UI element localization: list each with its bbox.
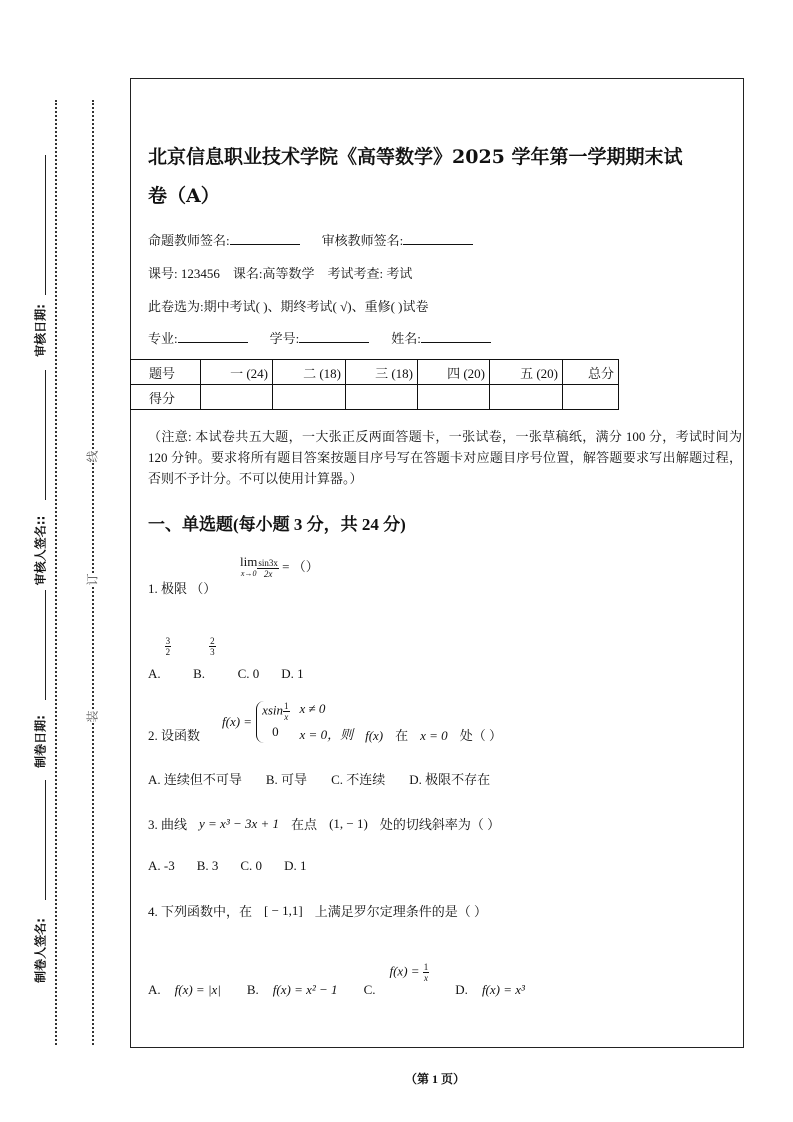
q3-option-b[interactable]: B. 3 — [196, 858, 219, 873]
q1-lim: lim — [240, 554, 258, 570]
q1-a-den: 2 — [165, 647, 171, 657]
q2-case2: 0 — [272, 724, 279, 739]
score-table-score-row — [131, 385, 619, 410]
setter-signature-label: 命题教师签名: — [148, 233, 230, 248]
q2-options — [148, 769, 502, 788]
student-info-row — [148, 328, 491, 347]
q2-fx-ref: f(x) — [365, 728, 384, 743]
q4-c-num: 1 — [423, 962, 429, 972]
q1-den: 2x — [263, 568, 273, 579]
q1-option-d[interactable]: D. 1 — [281, 666, 304, 681]
make-date-label: 制卷日期: — [33, 715, 48, 768]
q3-mid: 在点 — [291, 817, 318, 832]
score-cell[interactable] — [563, 385, 619, 410]
q3-formula: y = x³ − 3x + 1 — [199, 815, 280, 831]
exam-instructions: （注意: 本试卷共五大题，一大张正反两面答题卡，一张试卷，一张草稿纸，满分 100 分，考试时间为 120 分钟。要求将所有题目答案按题目序号写在答题卡对应题目序号位置，解答题要求写出解题过程，否则不予计分。不可以使用计算器。） — [148, 429, 742, 486]
q1-formula — [240, 556, 319, 580]
binding-char-zhuang: 装 — [85, 710, 100, 723]
q2-case2-cond: x = 0，则 — [299, 727, 354, 742]
score-cell[interactable] — [418, 385, 490, 410]
q4-option-d[interactable]: D. — [455, 982, 468, 997]
q1-stem: 1. 极限 （） — [148, 581, 217, 596]
q1-b-num: 2 — [210, 636, 215, 646]
q2-x0: x = 0 — [420, 728, 448, 743]
reviewer-signature-label: 审核教师签名: — [321, 233, 404, 248]
score-row-label: 得分 — [131, 385, 201, 410]
signature-line — [45, 590, 46, 700]
q3-line — [148, 814, 512, 833]
q2-option-d[interactable]: D. 极限不存在 — [409, 772, 491, 787]
signature-row — [148, 230, 473, 249]
name-label: 姓名: — [391, 331, 421, 346]
course-info: 课号: 123456 课名:高等数学 考试考查: 考试 — [148, 266, 413, 281]
section-1-title: 一、单选题(每小题 3 分，共 24 分) — [148, 515, 406, 534]
q4-line — [148, 901, 499, 920]
q1-num: sin3x — [258, 557, 278, 568]
major-label: 专业: — [148, 331, 178, 346]
q1-options — [148, 636, 316, 682]
binding-char-ding: 订 — [85, 573, 100, 586]
signature-line — [45, 370, 46, 500]
q1-option-a-value — [165, 636, 172, 657]
q2-line — [148, 700, 514, 744]
reviewer-signature-label: 审核人签名:: — [33, 515, 48, 586]
q1-a-num: 3 — [165, 636, 171, 646]
binding-char-xian: 线 — [85, 450, 100, 463]
q3-point: (1, − 1) — [329, 815, 368, 831]
setter-signature-field[interactable] — [230, 232, 300, 245]
score-header-cell: 五 (20) — [490, 360, 563, 385]
q3-options — [148, 858, 318, 874]
score-cell[interactable] — [273, 385, 346, 410]
name-field[interactable] — [421, 330, 491, 343]
q2-option-b[interactable]: B. 可导 — [265, 772, 308, 787]
q1-b-den: 3 — [210, 647, 215, 657]
q1-tail: = （） — [282, 559, 319, 574]
q2-case1-den: x — [284, 712, 289, 722]
q1-option-a[interactable]: A. — [148, 666, 161, 681]
q2-piecewise — [256, 701, 353, 743]
q4-option-c[interactable]: C. — [363, 982, 376, 997]
q2-case1-cond: x ≠ 0 — [299, 701, 326, 716]
maker-signature-label: 制卷人签名: — [33, 918, 48, 983]
score-header-cell: 总分 — [563, 360, 619, 385]
reviewer-signature-field[interactable] — [403, 232, 473, 245]
q3-tail: 处的切线斜率为（ ） — [379, 817, 501, 832]
q2-tail: 处（ ） — [459, 728, 502, 743]
q2-option-a[interactable]: A. 连续但不可导 — [148, 772, 242, 787]
q3-option-d[interactable]: D. 1 — [284, 858, 307, 873]
score-cell[interactable] — [346, 385, 418, 410]
q4-option-b[interactable]: B. — [246, 982, 259, 997]
student-id-label: 学号: — [269, 331, 300, 346]
q2-case1-expr: xsin — [262, 702, 284, 718]
q4-option-d-formula: f(x) = x³ — [481, 982, 525, 997]
q2-at: 在 — [395, 728, 409, 743]
major-field[interactable] — [178, 330, 248, 343]
q4-option-c-formula — [389, 962, 429, 983]
q2-case1-num: 1 — [284, 701, 289, 711]
q1-option-b[interactable]: B. — [193, 666, 206, 681]
q3-option-a[interactable]: A. -3 — [148, 858, 175, 873]
q4-interval: [ − 1,1] — [264, 902, 303, 918]
q2-fx: f(x) = — [222, 714, 253, 729]
score-header-cell: 题号 — [131, 360, 201, 385]
score-header-cell: 三 (18) — [346, 360, 418, 385]
exam-title-line1: 北京信息职业技术学院《高等数学》2025 学年第一学期期末试 — [148, 146, 683, 168]
q1-option-c[interactable]: C. 0 — [237, 666, 260, 681]
q1-lim-sub: x→0 — [240, 569, 257, 579]
paper-type: 此卷选为:期中考试( )、期终考试( √)、重修( )试卷 — [148, 299, 429, 314]
score-header-cell: 一 (24) — [201, 360, 273, 385]
q4-stem: 4. 下列函数中，在 — [148, 904, 253, 919]
score-table-header-row — [131, 360, 619, 385]
review-date-label: 审核日期: — [33, 304, 48, 357]
q4-c-den: x — [424, 973, 429, 983]
signature-line — [45, 780, 46, 900]
q1-option-b-value — [209, 636, 216, 657]
score-cell[interactable] — [490, 385, 563, 410]
q4-c-lhs: f(x) = — [389, 963, 420, 979]
q4-option-b-formula: f(x) = x² − 1 — [272, 982, 338, 997]
score-header-cell: 二 (18) — [273, 360, 346, 385]
q2-case1 — [262, 701, 289, 722]
q3-option-c[interactable]: C. 0 — [240, 858, 263, 873]
exam-title-line2: 卷（A） — [148, 185, 220, 207]
q2-option-c[interactable]: C. 不连续 — [331, 772, 386, 787]
q4-option-a-formula: f(x) = |x| — [174, 982, 221, 997]
page-number: （第 1 页） — [405, 1072, 466, 1086]
binding-dotted-line-outer — [55, 100, 57, 1045]
q4-tail: 上满足罗尔定理条件的是（ ） — [314, 904, 488, 919]
signature-line — [45, 155, 46, 295]
score-header-cell: 四 (20) — [418, 360, 490, 385]
q4-options — [148, 962, 537, 998]
q4-option-a[interactable]: A. — [148, 982, 161, 997]
q2-stem: 2. 设函数 — [148, 728, 201, 743]
score-cell[interactable] — [201, 385, 273, 410]
score-table — [130, 359, 619, 410]
student-id-field[interactable] — [299, 330, 369, 343]
q3-stem: 3. 曲线 — [148, 817, 188, 832]
